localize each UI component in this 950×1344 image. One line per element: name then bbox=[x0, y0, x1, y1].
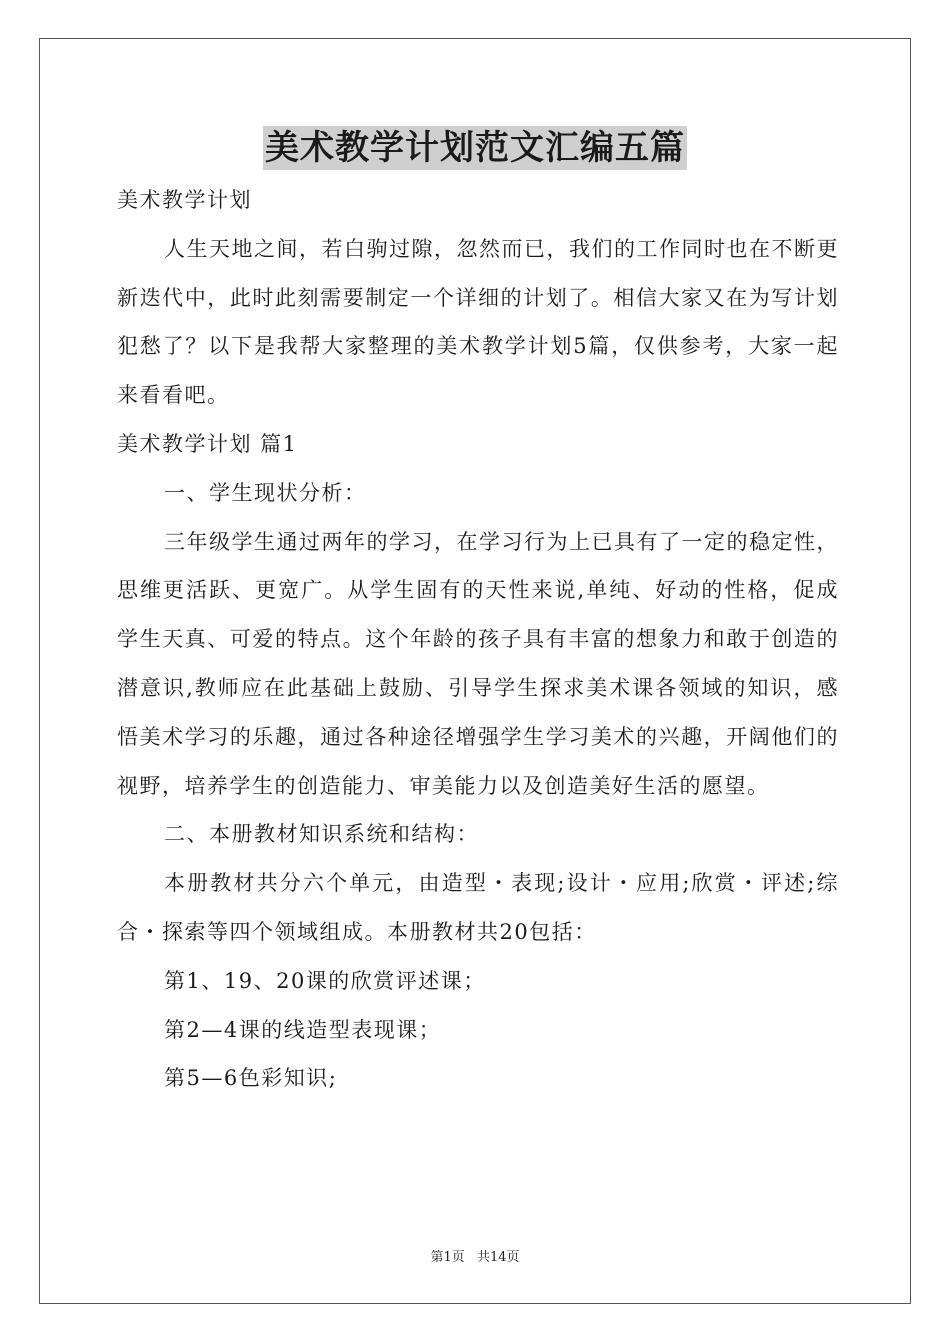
list-item: 第5—6色彩知识; bbox=[164, 1066, 338, 1091]
section-heading: 美术教学计划 篇1 bbox=[117, 431, 298, 456]
document-body bbox=[117, 176, 839, 1103]
subheading: 二、本册教材知识系统和结构： bbox=[164, 822, 479, 847]
subheading: 一、学生现状分析： bbox=[164, 480, 367, 505]
body-paragraph: 本册教材共分六个单元，由造型・表现;设计・应用;欣赏・评述;综合・探索等四个领域组成。本册教材共20包括： bbox=[117, 871, 839, 944]
section-heading: 美术教学计划 bbox=[117, 188, 252, 212]
document-title: 美术教学计划范文汇编五篇 bbox=[265, 128, 685, 168]
page-footer bbox=[0, 1246, 950, 1265]
page-total: 共14页 bbox=[476, 1250, 520, 1265]
title-container bbox=[0, 126, 950, 170]
list-item: 第2—4课的线造型表现课； bbox=[164, 1017, 442, 1042]
list-item: 第1、19、20课的欣赏评述课； bbox=[164, 968, 486, 993]
page-number: 第1页 bbox=[430, 1250, 465, 1265]
intro-paragraph: 人生天地之间，若白驹过隙，忽然而已，我们的工作同时也在不断更新迭代中，此时此刻需要制定一个详细的计划了。相信大家又在为写计划犯愁了？以下是我帮大家整理的美术教学计划5篇，仅供参考，大家一起来看看吧。 bbox=[117, 236, 839, 408]
body-paragraph: 三年级学生通过两年的学习，在学习行为上已具有了一定的稳定性，思维更活跃、更宽广。从学生固有的天性来说,单纯、好动的性格，促成学生天真、可爱的特点。这个年龄的孩子具有丰富的想象力和敢于创造的潜意识,教师应在此基础上鼓励、引导学生探求美术课各领域的知识，感悟美术学习的乐趣，通过各种途径增强学生学习美术的兴趣，开阔他们的视野，培养学生的创造能力、审美能力以及创造美好生活的愿望。 bbox=[117, 529, 839, 798]
